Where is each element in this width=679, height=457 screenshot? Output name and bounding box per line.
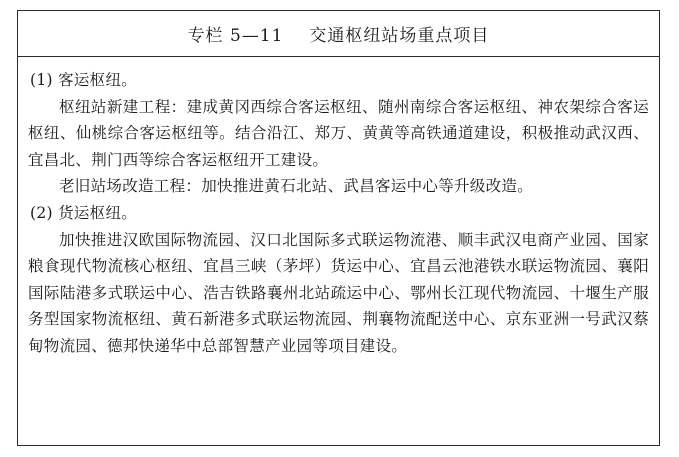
paragraph-new-hub-construction: 枢纽站新建工程：建成黄冈西综合客运枢纽、随州南综合客运枢纽、神农架综合客运枢纽、仙桃综合客运枢纽等。结合沿江、郑万、黄黄等高铁通道建设，积极推动武汉西、宜昌北、荆门西等综合客运枢纽开工建设。	[28, 97, 649, 169]
section-heading-freight: (2) 货运枢纽。	[30, 203, 138, 222]
feature-box	[17, 10, 660, 446]
panel-label: 专栏 5—11	[187, 26, 284, 46]
section-heading-passenger: (1) 客运枢纽。	[30, 71, 138, 89]
paragraph-station-renovation: 老旧站场改造工程：加快推进黄石北站、武昌客运中心等升级改造。	[59, 177, 534, 196]
panel-title: 交通枢纽站场重点项目	[309, 26, 490, 46]
box-content	[18, 57, 659, 360]
paragraph-freight-projects: 加快推进汉欧国际物流园、汉口北国际多式联运物流港、顺丰武汉电商产业园、国家粮食现代物流核心枢纽、宜昌三峡（茅坪）货运中心、宜昌云池港铁水联运物流园、襄阳国际陆港多式联运中心、浩吉铁路襄州北站疏运中心、鄂州长江现代物流园、十堰生产服务型国家物流枢纽、黄石新港多式联运物流园、荆襄物流配送中心、京东亚洲一号武汉蔡甸物流园、德邦快递华中总部智慧产业园等项目建设。	[28, 230, 649, 355]
box-title-bar	[18, 11, 659, 57]
